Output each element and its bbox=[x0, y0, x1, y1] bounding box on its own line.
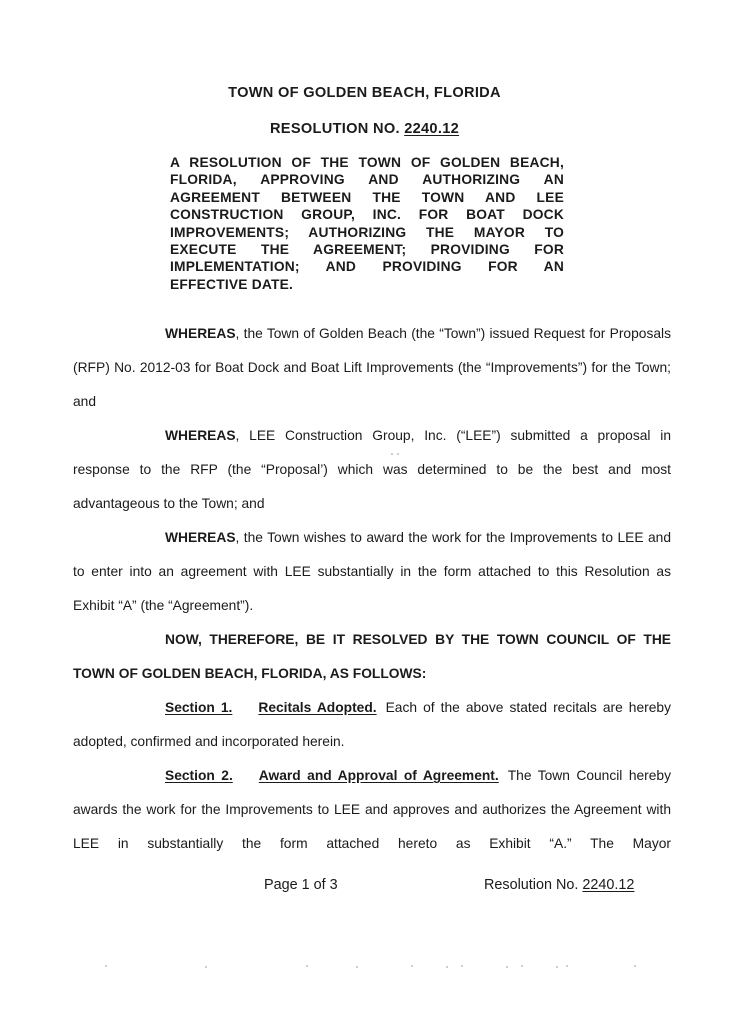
section-2-label: Section 2. bbox=[165, 768, 233, 783]
resolution-label: RESOLUTION NO. bbox=[269, 121, 405, 137]
whereas-text: , the Town of Golden Beach (the “Town”) issued Request for Proposals (RFP) No. 2012-03 for Boat Dock and Boat Lift Improvements (the “Improvements”) for the Town; and bbox=[73, 326, 671, 409]
summary-line: EXECUTE THE AGREEMENT; PROVIDING FOR bbox=[170, 242, 564, 258]
summary-line: A RESOLUTION OF THE TOWN OF GOLDEN BEACH, bbox=[170, 155, 564, 170]
whereas-keyword: WHEREAS bbox=[165, 530, 236, 545]
section-1-text: Each of the above stated recitals are hereby adopted, confirmed and incorporated herein. bbox=[73, 700, 671, 749]
section-2-text: The Town Council hereby awards the work for the Improvements to LEE and approves and authorizes the Agreement with LEE in substantially the form attached hereto as Exhibit “A.” The Mayor bbox=[73, 768, 672, 851]
section-1-paragraph bbox=[73, 691, 671, 759]
section-1-label: Section 1. bbox=[165, 700, 233, 715]
resolved-clause: NOW, THEREFORE, BE IT RESOLVED BY THE TOWN COUNCIL OF THE TOWN OF GOLDEN BEACH, FLORIDA, AS FOLLOWS: bbox=[73, 632, 671, 681]
whereas-paragraph-1 bbox=[73, 317, 671, 419]
section-1-title: Recitals Adopted. bbox=[258, 700, 377, 715]
summary-line: IMPLEMENTATION; AND PROVIDING FOR AN bbox=[170, 259, 564, 275]
resolution-heading bbox=[0, 121, 729, 137]
whereas-paragraph-2 bbox=[73, 419, 671, 521]
footer-resolution-number bbox=[484, 877, 634, 893]
footer-resolution-label: Resolution No. bbox=[484, 877, 583, 893]
whereas-keyword: WHEREAS bbox=[165, 326, 236, 341]
resolution-summary-block bbox=[170, 154, 564, 293]
document-body bbox=[73, 317, 671, 861]
whereas-keyword: WHEREAS bbox=[165, 428, 236, 443]
footer-resolution-value: 2240.12 bbox=[582, 877, 635, 893]
summary-line: AGREEMENT BETWEEN THE TOWN AND LEE bbox=[170, 189, 564, 205]
footer-page-number: Page 1 of 3 bbox=[264, 877, 338, 893]
section-2-paragraph bbox=[73, 759, 671, 861]
document-title: TOWN OF GOLDEN BEACH, FLORIDA bbox=[228, 85, 501, 101]
whereas-text: , LEE Construction Group, Inc. (“LEE”) submitted a proposal in response to the RFP (the “Proposal’) which was determined to be the best and most advantageous to the Town; and bbox=[73, 428, 671, 511]
summary-line: FLORIDA, APPROVING AND AUTHORIZING AN bbox=[170, 172, 564, 188]
section-2-title: Award and Approval of Agreement. bbox=[258, 768, 499, 783]
resolution-number: 2240.12 bbox=[404, 121, 460, 137]
summary-line: IMPROVEMENTS; AUTHORIZING THE MAYOR TO bbox=[170, 224, 564, 240]
whereas-text: , the Town wishes to award the work for the Improvements to LEE and to enter into an agreement with LEE substantially in the form attached to this Resolution as Exhibit “A” (the “Agreement”). bbox=[73, 530, 671, 613]
whereas-paragraph-3 bbox=[73, 521, 671, 623]
summary-line: EFFECTIVE DATE. bbox=[170, 276, 294, 292]
summary-line: CONSTRUCTION GROUP, INC. FOR BOAT DOCK bbox=[170, 207, 564, 223]
